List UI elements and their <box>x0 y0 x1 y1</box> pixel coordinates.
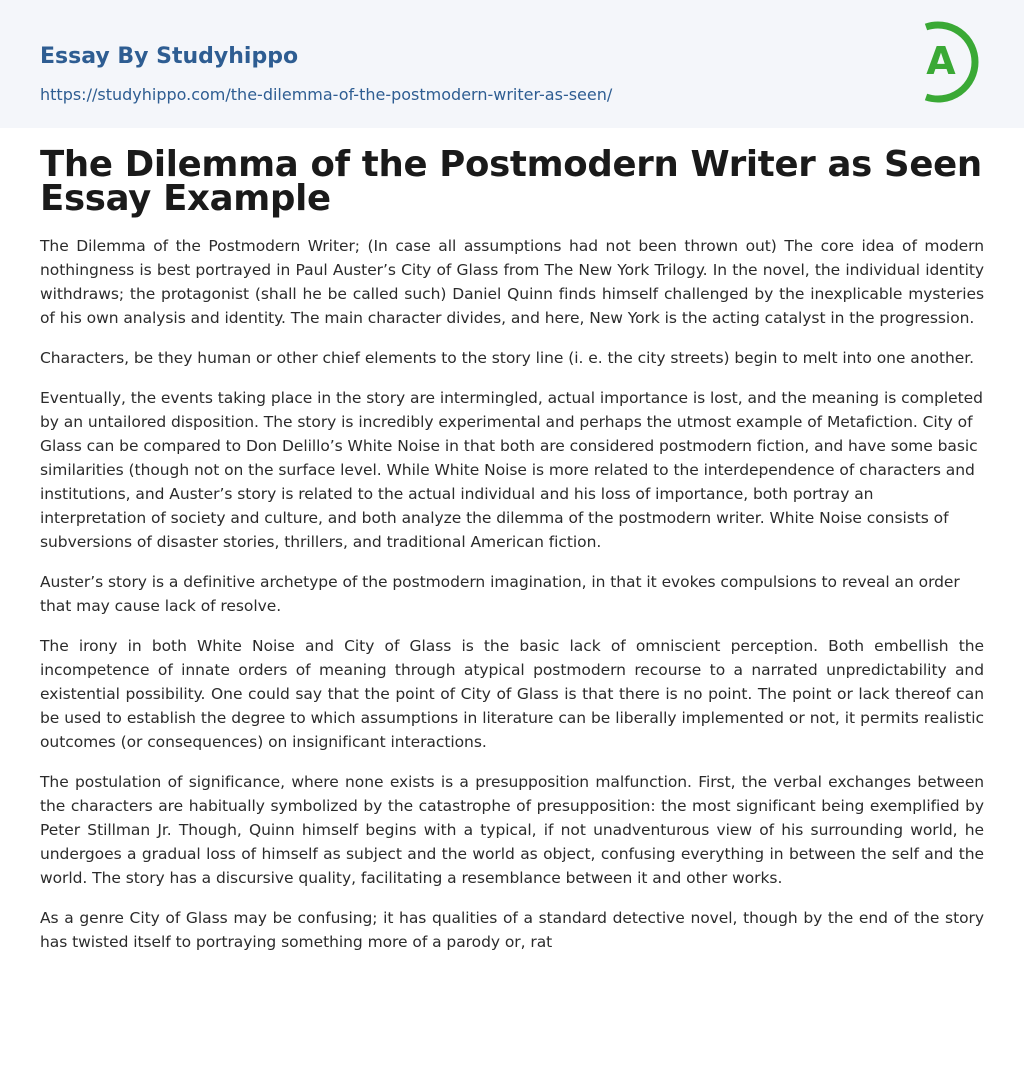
essay-paragraph: The Dilemma of the Postmodern Writer; (In case all assumptions had not been thrown out) The core idea of modern nothingness is best portrayed in Paul Auster’s City of Glass from The New York Trilogy. In the novel, the individual identity withdraws; the protagonist (shall he be called such) Daniel Quinn finds himself challenged by the inexplicable mysteries of his own analysis and identity. The main character divides, and here, New York is the acting catalyst in the progression. <box>40 237 984 327</box>
logo-letter: A <box>926 39 956 83</box>
studyhippo-logo-icon[interactable] <box>912 18 986 106</box>
site-header <box>0 0 1024 128</box>
article-main <box>0 128 1024 954</box>
essay-paragraph: Characters, be they human or other chief elements to the story line (i. e. the city streets) begin to melt into one another. <box>40 349 975 367</box>
essay-paragraph: Auster’s story is a definitive archetype of the postmodern imagination, in that it evokes compulsions to reveal an order that may cause lack of resolve. <box>40 573 960 615</box>
essay-url-link[interactable]: https://studyhippo.com/the-dilemma-of-the-postmodern-writer-as-seen/ <box>40 85 613 104</box>
essay-paragraph: The postulation of significance, where none exists is a presupposition malfunction. First, the verbal exchanges between the characters are habitually symbolized by the catastrophe of presupposition: the most significant being exemplified by Peter Stillman Jr. Though, Quinn himself begins with a typical, if not unadventurous view of his surrounding world, he undergoes a gradual loss of himself as subject and the world as object, confusing everything in between the self and the world. The story has a discursive quality, facilitating a resemblance between it and other works. <box>40 773 984 887</box>
essay-paragraph: Eventually, the events taking place in the story are intermingled, actual importance is lost, and the meaning is completed by an untailored disposition. The story is incredibly experimental and perhaps the utmost example of Metafiction. City of Glass can be compared to Don Delillo’s White Noise in that both are considered postmodern fiction, and have some basic similarities (though not on the surface level. While White Noise is more related to the interdependence of characters and institutions, and Auster’s story is related to the actual individual and his loss of importance, both portray an interpretation of society and culture, and both analyze the dilemma of the postmodern writer. White Noise consists of subversions of disaster stories, thrillers, and traditional American fiction. <box>40 389 983 551</box>
essay-body <box>40 234 984 954</box>
site-brand[interactable]: Essay By Studyhippo <box>40 44 299 69</box>
essay-paragraph: As a genre City of Glass may be confusing; it has qualities of a standard detective novel, though by the end of the story has twisted itself to portraying something more of a parody or, rat <box>40 909 984 951</box>
article-title: The Dilemma of the Postmodern Writer as Seen Essay Example <box>40 144 982 219</box>
essay-paragraph: The irony in both White Noise and City of Glass is the basic lack of omniscient perception. Both embellish the incompetence of innate orders of meaning through atypical postmodern recourse to a narrated unpredictability and existential possibility. One could say that the point of City of Glass is that there is no point. The point or lack thereof can be used to establish the degree to which assumptions in literature can be liberally implemented or not, it permits realistic outcomes (or consequences) on insignificant interactions. <box>40 637 984 751</box>
